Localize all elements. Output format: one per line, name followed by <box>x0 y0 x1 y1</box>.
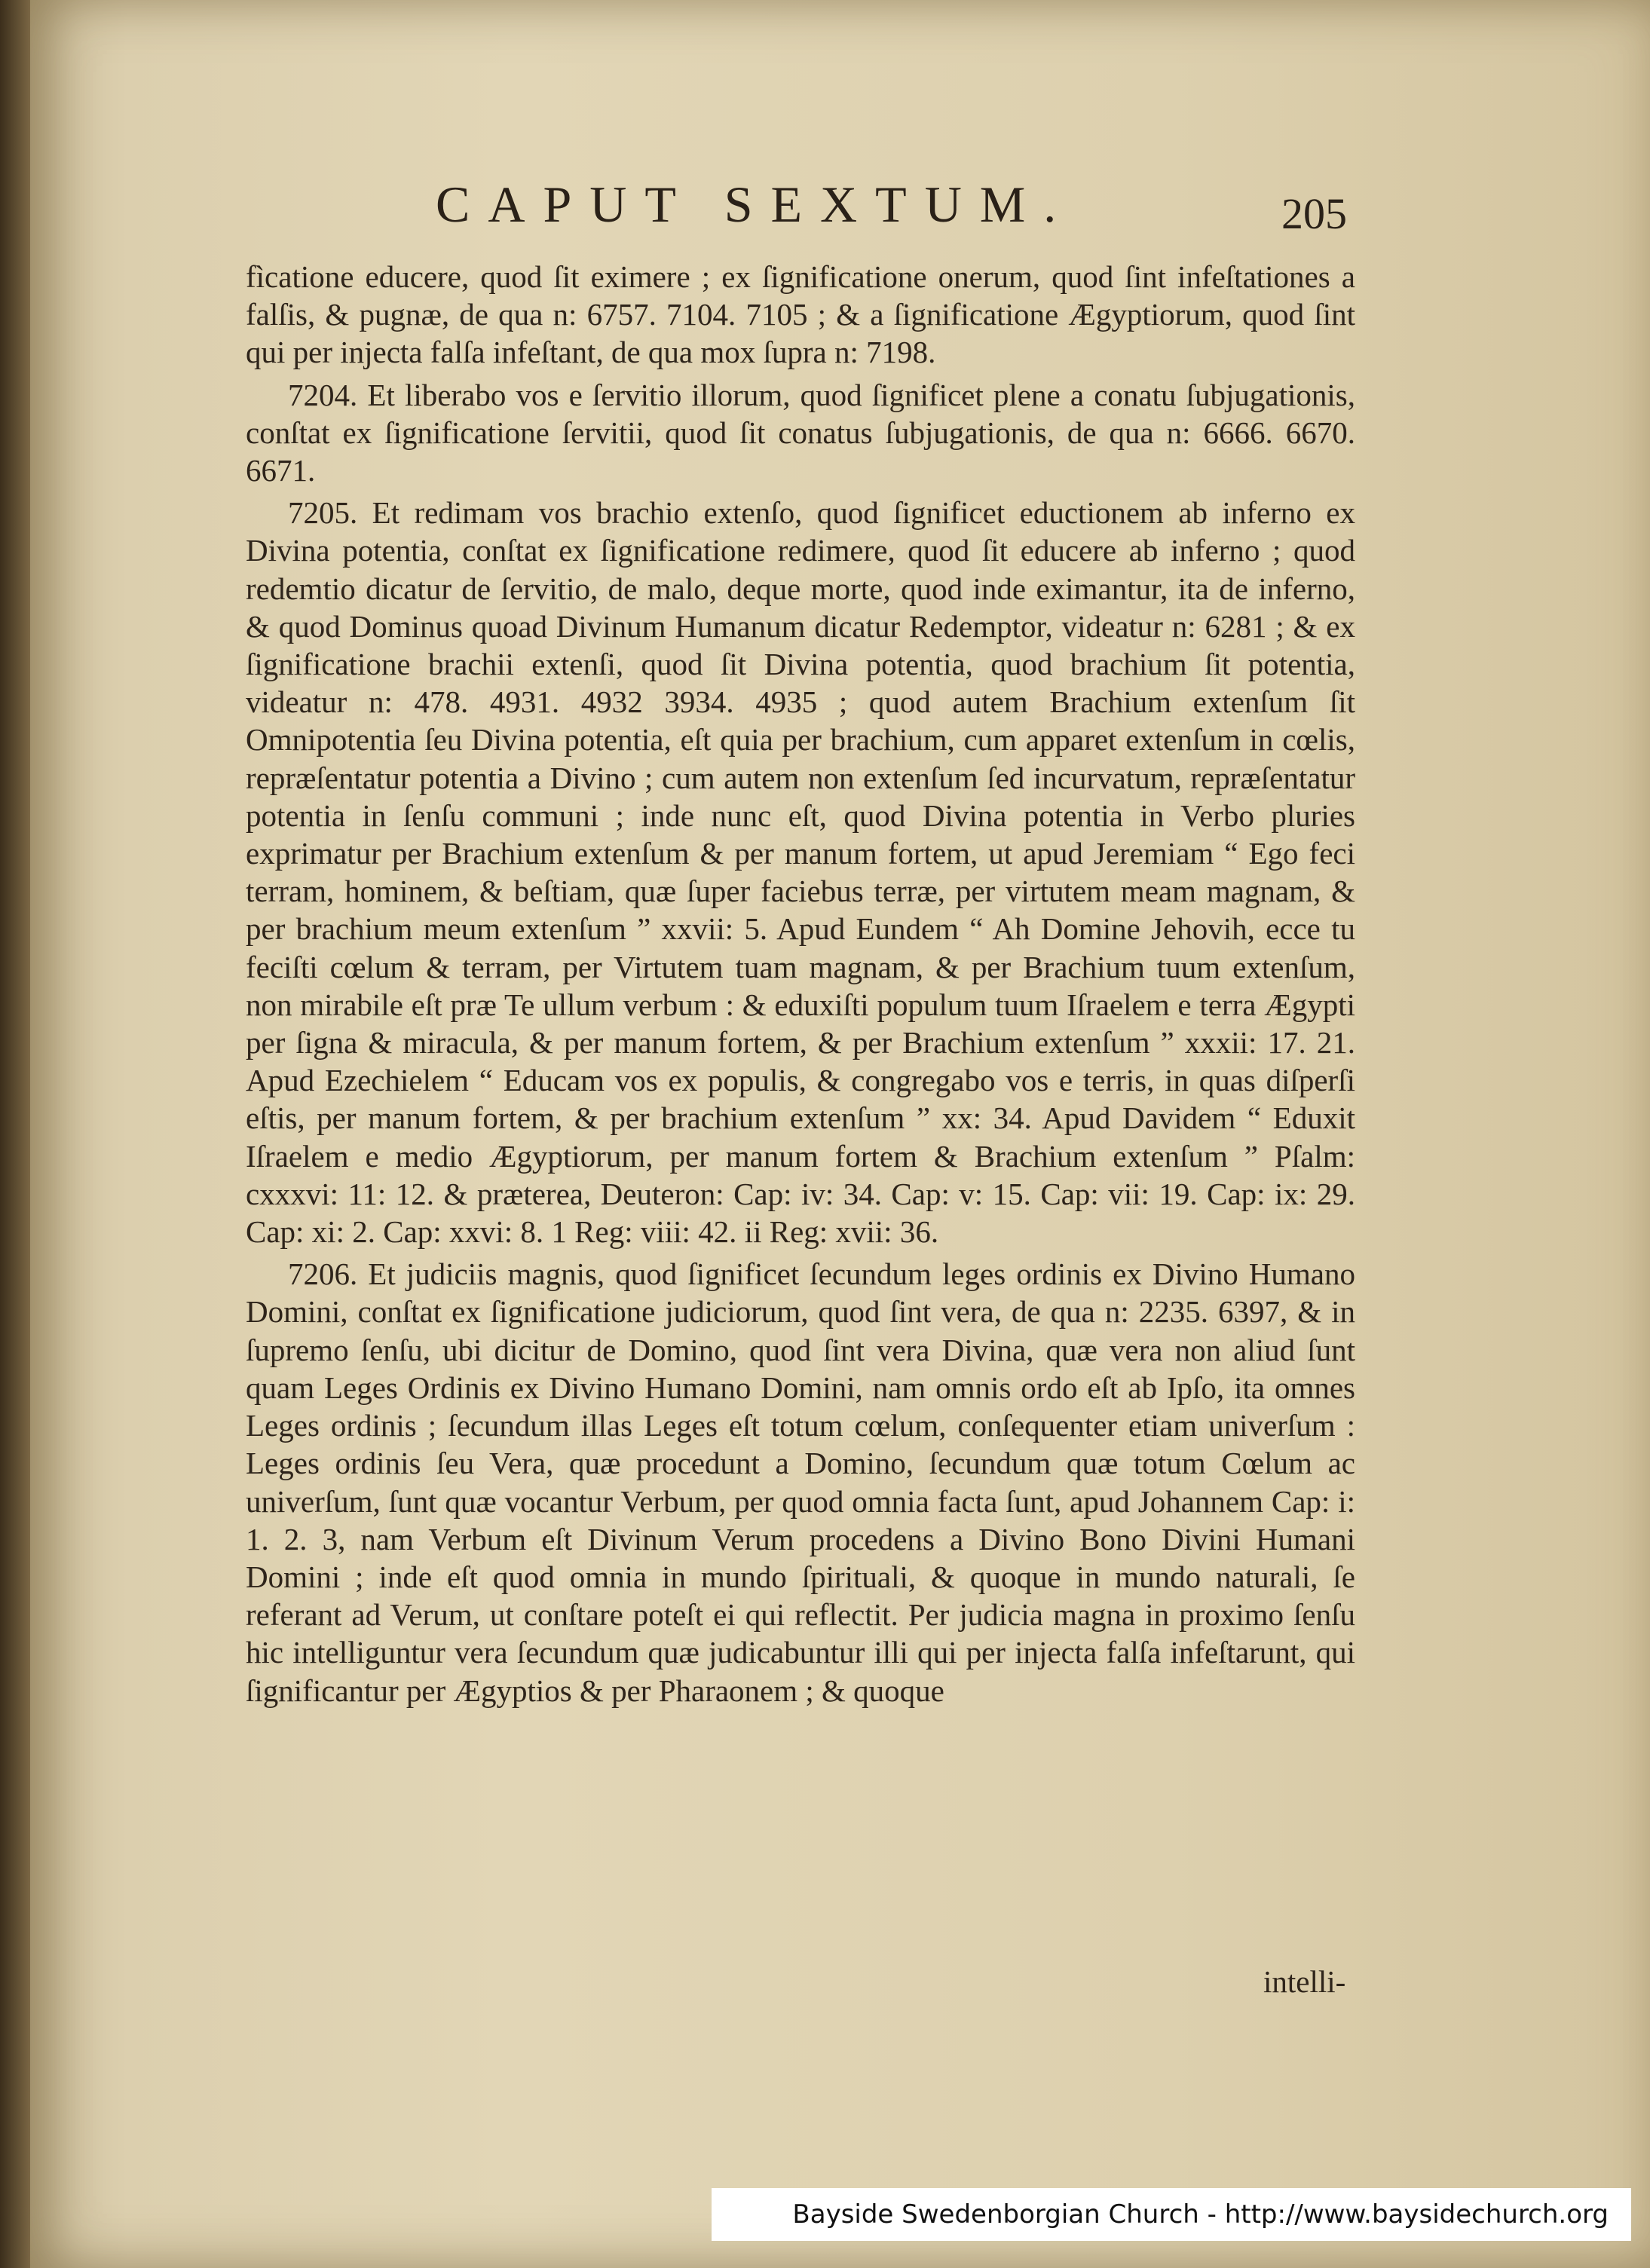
page-number: 205 <box>1281 189 1347 238</box>
footer-credit-banner <box>712 2188 1631 2241</box>
body-text <box>246 258 1355 1714</box>
running-head-title: CAPUT SEXTUM. <box>436 176 1075 233</box>
running-head <box>0 175 1650 243</box>
footer-credit-text: Bayside Swedenborgian Church - http://www.baysidechurch.org <box>792 2199 1609 2230</box>
paragraph-7204: 7204. Et liberabo vos e ſervitio illorum, quod ſignificet plene a conatu ſubjugationis, conſtat ex ſignificatione ſervitii, quod ſit conatus ſubjugationis, de qua n: 6666. 6670. 6671. <box>246 377 1355 488</box>
paragraph-continuation: fìcatione educere, quod ſit eximere ; ex ſignificatione onerum, quod ſint infeſtationes a falſis, & pugnæ, de qua n: 6757. 7104. 7105 ; & a ſignificatione Ægyptiorum, quod ſint qui per injecta falſa infeſtant, de qua mox ſupra n: 7198. <box>246 259 1355 370</box>
paragraph-7206: 7206. Et judiciis magnis, quod ſignificet ſecundum leges ordinis ex Divino Humano Domini, conſtat ex ſignificatione judiciorum, quod ſint vera, de qua n: 2235. 6397, & in ſupremo ſenſu, ubi dicitur de Domino, quod ſint vera Divina, quæ vera non aliud ſunt quam Leges Ordinis ex Divino Humano Domini, nam omnis ordo eſt ab Ipſo, ita omnes Leges ordinis ; ſecundum illas Leges eſt totum cœlum, conſequenter etiam univerſum : Leges ordinis ſeu Vera, quæ procedunt a Domino, ſecundum quæ totum Cœlum ac univerſum, ſunt quæ vocantur Verbum, per quod omnia facta ſunt, apud Johannem Cap: i: 1. 2. 3, nam Verbum eſt Divinum Verum procedens a Divino Bono Divini Humani Domini ; inde eſt quod omnia in mundo ſpirituali, & quoque in mundo naturali, ſe referant ad Verum, ut conſtare poteſt ei qui reflectit. Per judicia magna in proximo ſenſu hic intelliguntur vera ſecundum quæ judicabuntur illi qui per injecta falſa infeſtarunt, qui ſignificantur per Ægyptios & per Pharaonem ; & quoque <box>246 1256 1355 1708</box>
book-spine-shadow <box>0 0 30 2268</box>
paragraph-7205: 7205. Et redimam vos brachio extenſo, quod ſignificet eductionem ab inferno ex Divina potentia, conſtat ex ſignificatione redimere, quod ſit educere ab inferno ; quod redemtio dicatur de ſervitio, de malo, deque morte, quod inde eximantur, ita de inferno, & quod Dominus quoad Divinum Humanum dicatur Redemptor, videatur n: 6281 ; & ex ſignificatione brachii extenſi, quod ſit Divina potentia, quod brachium ſit potentia, videatur n: 478. 4931. 4932 3934. 4935 ; quod autem Brachium extenſum ſit Omnipotentia ſeu Divina potentia, eſt quia per brachium, cum apparet extenſum in cœlis, repræſentatur potentia a Divino ; cum autem non extenſum ſed incurvatum, repræſentatur potentia in ſenſu communi ; inde nunc eſt, quod Divina potentia in Verbo pluries exprimatur per Brachium extenſum & per manum fortem, ut apud Jeremiam “ Ego feci terram, hominem, & beſtiam, quæ ſuper faciebus terræ, per virtutem meam magnam, & per brachium meum extenſum ” xxvii: 5. Apud Eundem “ Ah Domine Jehovih, ecce tu feciſti cœlum & terram, per Virtutem tuam magnam, & per Brachium tuum extenſum, non mirabile eſt præ Te ullum verbum : & eduxiſti populum tuum Iſraelem e terra Ægypti per ſigna & miracula, & per manum fortem, & per Brachium extenſum ” xxxii: 17. 21. Apud Ezechielem “ Educam vos ex populis, & congregabo vos e terris, in quas diſperſi eſtis, per manum fortem, & per brachium extenſum ” xx: 34. Apud Davidem “ Eduxit Iſraelem e medio Ægyptiorum, per manum fortem & Brachium extenſum ” Pſalm: cxxxvi: 11: 12. & præterea, Deuteron: Cap: iv: 34. Cap: v: 15. Cap: vii: 19. Cap: ix: 29. Cap: xi: 2. Cap: xxvi: 8. 1 Reg: viii: 42. ii Reg: xvii: 36. <box>246 495 1355 1250</box>
catchword: intelli- <box>1263 1964 1346 1999</box>
